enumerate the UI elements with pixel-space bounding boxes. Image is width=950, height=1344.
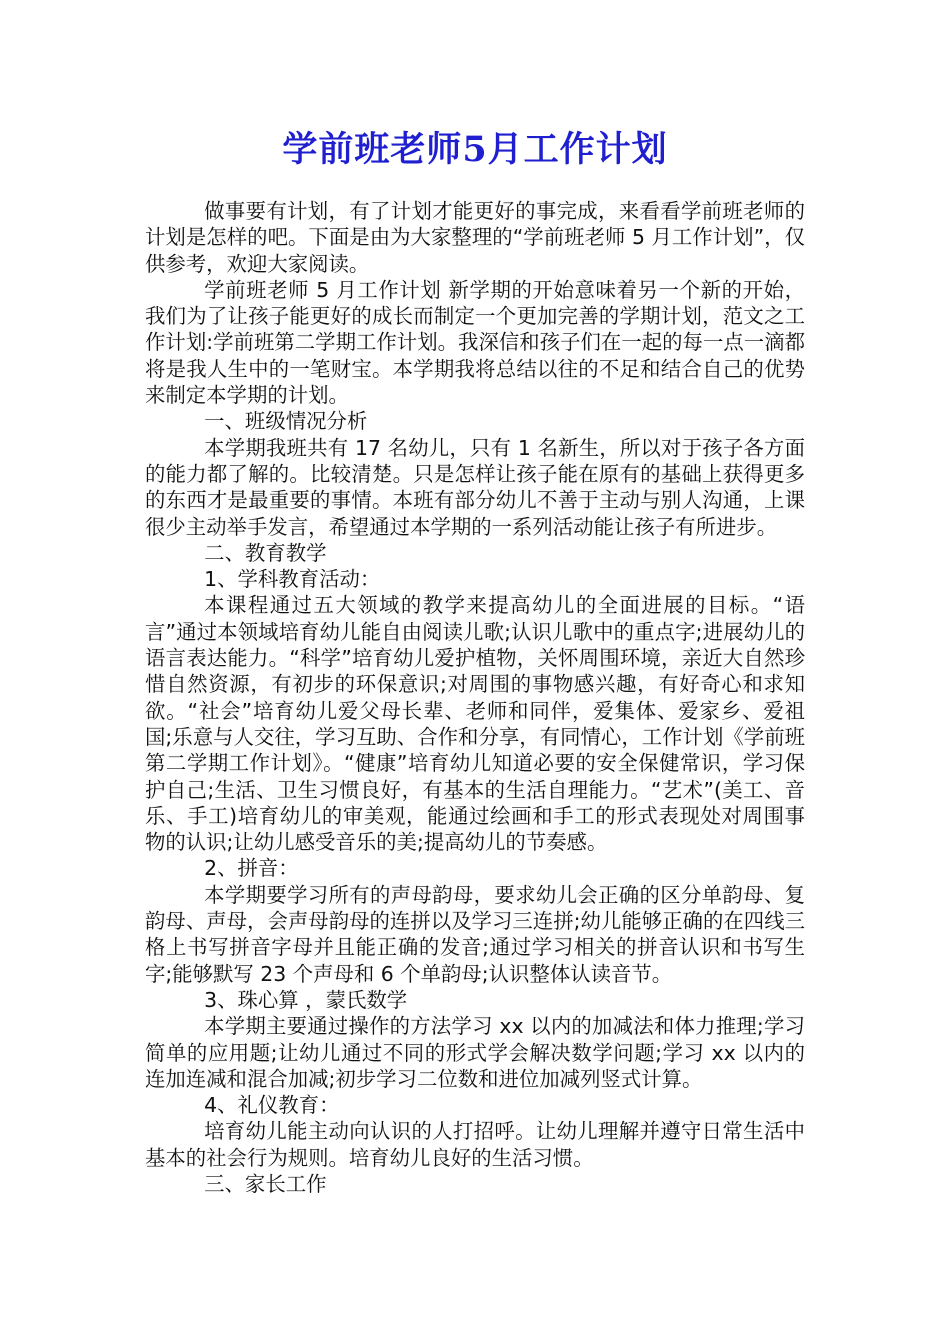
section-heading-teaching: 二、教育教学 [204, 540, 327, 565]
paragraph-math: 本学期主要通过操作的方法学习 xx 以内的加减法和体力推理;学习简单的应用题;让幼儿通过不同的形式学会解决数学问题;学习 xx 以内的连加连减和混合加减;初步学习二位数和进位加减列竖式计算。 [145, 1014, 805, 1091]
paragraph-intro: 做事要有计划，有了计划才能更好的事完成，来看看学前班老师的计划是怎样的吧。下面是由为大家整理的“学前班老师 5 月工作计划”，仅供参考，欢迎大家阅读。 [145, 199, 805, 276]
section-heading-parent-work: 三、家长工作 [204, 1171, 327, 1196]
paragraph-plan-overview: 学前班老师 5 月工作计划 新学期的开始意味着另一个新的开始，我们为了让孩子能更好的成长而制定一个更加完善的学期计划，范文之工作计划:学前班第二学期工作计划。我深信和孩子们在一起的每一点一滴都将是我人生中的一笔财宝。本学期我将总结以往的不足和结合自己的优势来制定本学期的计划。 [145, 277, 805, 408]
subheading-subject-activities: 1、学科教育活动： [204, 567, 381, 592]
subheading-math: 3、珠心算 ，蒙氏数学 [204, 987, 408, 1012]
paragraph-etiquette: 培育幼儿能主动向认识的人打招呼。让幼儿理解并遵守日常生活中基本的社会行为规则。培育幼儿良好的生活习惯。 [145, 1119, 805, 1170]
paragraph-pinyin: 本学期要学习所有的声母韵母，要求幼儿会正确的区分单韵母、复韵母、声母，会声母韵母的连拼以及学习三连拼;幼儿能够正确的在四线三格上书写拼音字母并且能正确的发音;通过学习相关的拼音认识和书写生字;能够默写 23 个声母和 6 个单韵母;认识整体认读音节。 [145, 882, 805, 986]
paragraph-class-analysis: 本学期我班共有 17 名幼儿，只有 1 名新生，所以对于孩子各方面的能力都了解的。比较清楚。只是怎样让孩子能在原有的基础上获得更多的东西才是最重要的事情。本班有部分幼儿不善于主动与别人沟通，上课很少主动举手发言，希望通过本学期的一系列活动能让孩子有所进步。 [145, 435, 805, 539]
subheading-pinyin: 2、拼音： [204, 856, 299, 881]
subheading-etiquette: 4、礼仪教育： [204, 1093, 340, 1118]
document-body [145, 198, 805, 1197]
document-title: 学前班老师5月工作计划 [282, 129, 668, 170]
paragraph-subject-activities: 本课程通过五大领域的教学来提高幼儿的全面进展的目标。“语言”通过本领域培育幼儿能自由阅读儿歌;认识儿歌中的重点字;进展幼儿的语言表达能力。“科学”培育幼儿爱护植物，关怀周围环境，亲近大自然珍惜自然资源，有初步的环保意识;对周围的事物感兴趣，有好奇心和求知欲。“社会”培育幼儿爱父母长辈、老师和同伴，爱集体、爱家乡、爱祖国;乐意与人交往，学习互助、合作和分享，有同情心，工作计划《学前班第二学期工作计划》。“健康”培育幼儿知道必要的安全保健常识，学习保护自己;生活、卫生习惯良好，有基本的生活自理能力。“艺术”(美工、音乐、手工)培育幼儿的审美观，能通过绘画和手工的形式表现处对周围事物的认识;让幼儿感受音乐的美;提高幼儿的节奏感。 [145, 593, 805, 855]
section-heading-class-analysis: 一、班级情况分析 [204, 409, 368, 434]
